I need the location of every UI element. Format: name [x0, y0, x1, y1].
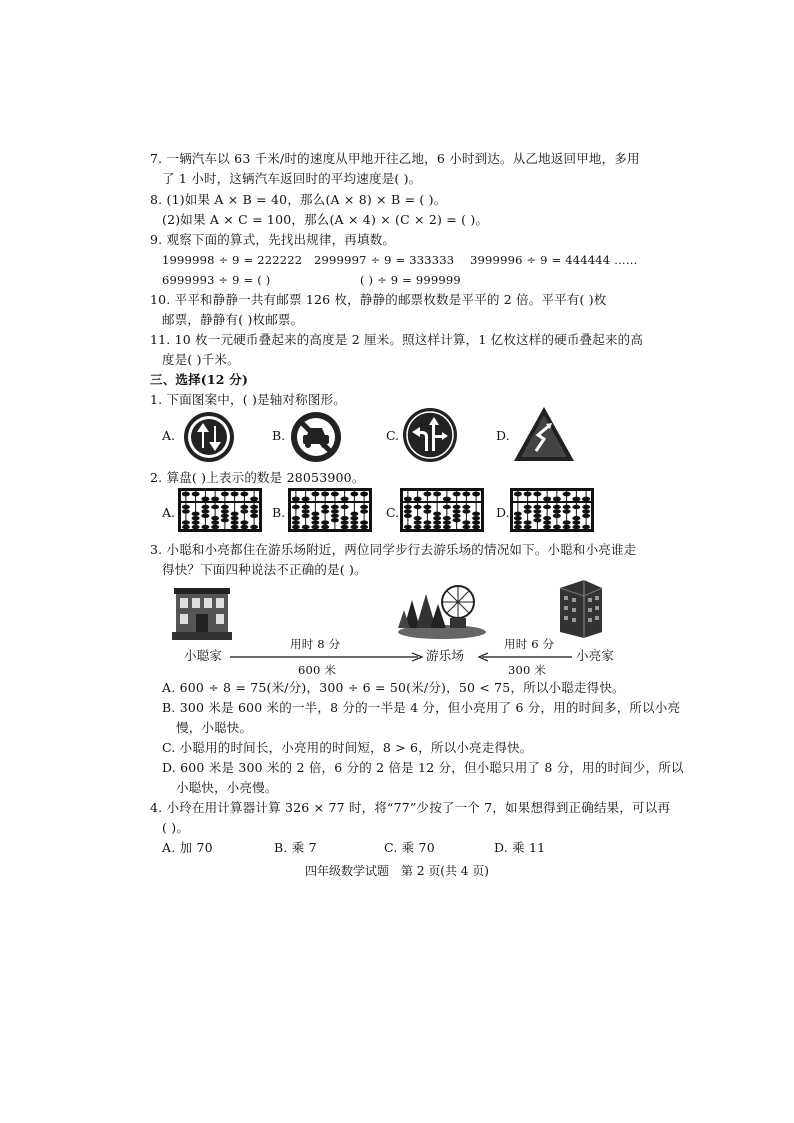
c1-option-b: B.	[272, 428, 286, 443]
c1-option-a: A.	[162, 428, 176, 443]
left-route-distance: 600 米	[298, 663, 337, 677]
two-way-traffic-sign-icon	[182, 410, 236, 464]
c4-option-a: A. 加 70	[162, 840, 213, 855]
c3-option-d-line2: 小聪快，小亮慢。	[176, 780, 278, 795]
house-icon	[172, 584, 232, 640]
c2-option-c: C.	[386, 505, 400, 520]
q8-line1: 8. (1)如果 A × B = 40，那么(A × 8) × B = ( )。	[150, 192, 447, 207]
q9-expr5: ( ) ÷ 9 = 999999	[360, 273, 461, 287]
abacus-icon	[510, 488, 594, 532]
left-route-time: 用时 8 分	[290, 637, 341, 651]
c1-stem: 1. 下面图案中，( )是轴对称图形。	[150, 392, 346, 407]
c2-stem: 2. 算盘( )上表示的数是 28053900。	[150, 470, 365, 485]
c3-option-c: C. 小聪用的时间长，小亮用的时间短，8 > 6，所以小亮走得快。	[162, 740, 533, 755]
c4-line2: ( )。	[162, 820, 190, 835]
q9-expr4: 6999993 ÷ 9 = ( )	[162, 273, 271, 287]
c1-option-d: D.	[496, 428, 510, 443]
c3-line2: 得快？下面四种说法不正确的是( )。	[162, 562, 367, 577]
q9-expr2: 2999997 ÷ 9 = 333333	[314, 253, 455, 267]
abacus-icon	[288, 488, 372, 532]
c4-option-b: B. 乘 7	[274, 840, 317, 855]
abacus-icon	[400, 488, 484, 532]
right-route-time: 用时 6 分	[504, 637, 555, 651]
abacus-icon	[178, 488, 262, 532]
place-xiaoliang-home: 小亮家	[576, 648, 615, 663]
place-amusement-park: 游乐场	[426, 648, 465, 663]
apartment-building-icon	[556, 574, 606, 638]
q11-line1: 11. 10 枚一元硬币叠起来的高度是 2 厘米。照这样计算，1 亿枚这样的硬币叠起来的高	[150, 332, 644, 347]
q10-line2: 邮票，静静有( )枚邮票。	[162, 312, 304, 327]
q9-expr3: 3999996 ÷ 9 = 444444 ……	[470, 253, 638, 267]
q9-line1: 9. 观察下面的算式，先找出规律，再填数。	[150, 232, 396, 247]
c2-option-b: B.	[272, 505, 286, 520]
c4-option-c: C. 乘 70	[384, 840, 435, 855]
c4-option-d: D. 乘 11	[494, 840, 546, 855]
c4-line1: 4. 小玲在用计算器计算 326 × 77 时，将“77”少按了一个 7，如果想得到正确结果，可以再	[150, 800, 671, 815]
page-footer: 四年级数学试题 第 2 页(共 4 页)	[305, 864, 489, 878]
c1-option-c: C.	[386, 428, 400, 443]
section-title: 三、选择(12 分)	[150, 372, 249, 387]
amusement-park-icon	[394, 580, 490, 640]
right-route-distance: 300 米	[508, 663, 547, 677]
q8-line2: (2)如果 A × C = 100，那么(A × 4) × (C × 2) = ( )。	[162, 212, 489, 227]
no-cars-sign-icon	[289, 410, 343, 464]
c2-option-a: A.	[162, 505, 176, 520]
c3-option-d-line1: D. 600 米是 300 米的 2 倍，6 分的 2 倍是 12 分，但小聪只用了 8 分，用的时间少，所以	[162, 760, 684, 775]
c3-line1: 3. 小聪和小亮都住在游乐场附近，两位同学步行去游乐场的情况如下。小聪和小亮谁走	[150, 542, 637, 557]
c3-option-b-line1: B. 300 米是 600 米的一半，8 分的一半是 4 分，但小亮用了 6 分，用的时间多，所以小亮	[162, 700, 681, 715]
c3-option-b-line2: 慢，小聪快。	[176, 720, 253, 735]
winding-road-sign-icon	[512, 405, 576, 463]
c3-option-a: A. 600 ÷ 8 = 75(米/分)，300 ÷ 6 = 50(米/分)，50 < 75，所以小聪走得快。	[162, 680, 625, 695]
q10-line1: 10. 平平和静静一共有邮票 126 枚，静静的邮票枚数是平平的 2 倍。平平有( )枚	[150, 292, 607, 307]
q7-line2: 了 1 小时，这辆汽车返回时的平均速度是( )。	[162, 171, 422, 186]
turn-left-or-right-sign-icon	[402, 407, 458, 463]
q9-expr1: 1999998 ÷ 9 = 222222	[162, 253, 303, 267]
q11-line2: 度是( )千米。	[162, 352, 240, 367]
q7-line1: 7. 一辆汽车以 63 千米/时的速度从甲地开往乙地，6 小时到达。从乙地返回甲地，多用	[150, 151, 640, 166]
place-xiaocong-home: 小聪家	[184, 648, 223, 663]
c2-option-d: D.	[496, 505, 510, 520]
